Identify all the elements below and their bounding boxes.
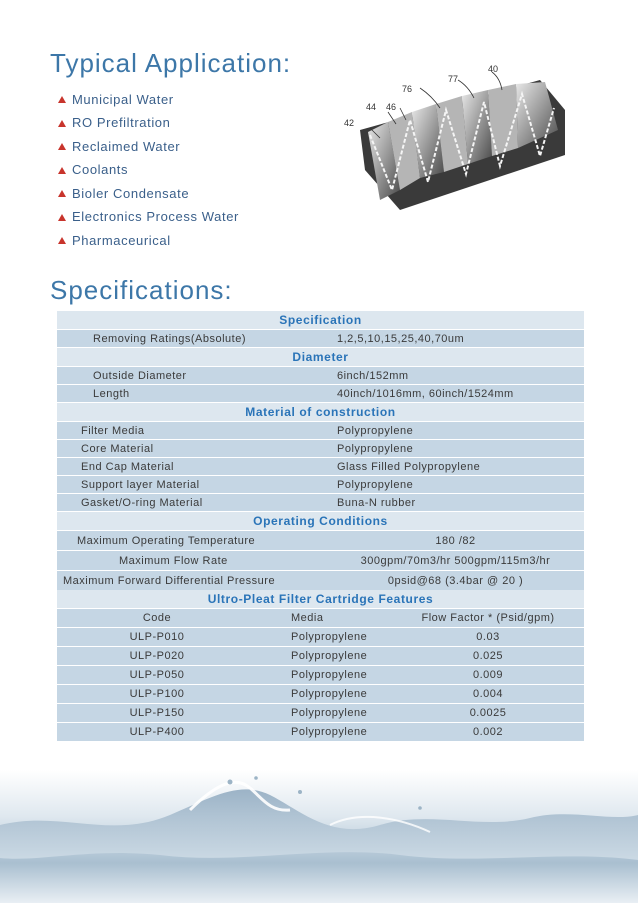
table-row: End Cap Material Glass Filled Polypropylene	[57, 458, 584, 476]
table-row: Support layer Material Polypropylene	[57, 476, 584, 494]
diagram-label: 44	[366, 102, 377, 112]
application-item: Reclaimed Water	[58, 135, 239, 159]
diagram-label: 42	[344, 118, 355, 128]
specifications-title: Specifications:	[50, 275, 233, 305]
red-triangle-bullet-icon	[58, 120, 66, 127]
table-row: Core Material Polypropylene	[57, 440, 584, 458]
table-row: ULP-P150 Polypropylene 0.0025	[57, 704, 584, 723]
table-row: Maximum Flow Rate 300gpm/70m3/hr 500gpm/115m3/hr	[57, 551, 584, 571]
table-row: ULP-P400 Polypropylene 0.002	[57, 723, 584, 742]
diagram-label: 46	[386, 102, 397, 112]
red-triangle-bullet-icon	[58, 143, 66, 150]
table-row: Filter Media Polypropylene	[57, 422, 584, 440]
table-row: Length 40inch/1016mm, 60inch/1524mm	[57, 385, 584, 403]
section-header-specification: Specification	[57, 311, 584, 330]
diagram-label: 40	[488, 64, 499, 74]
section-header-operating: Operating Conditions	[57, 512, 584, 531]
table-row: Maximum Operating Temperature 180 /82	[57, 531, 584, 551]
application-item: Electronics Process Water	[58, 206, 239, 230]
specifications-table	[57, 311, 584, 591]
section-header-material: Material of construction	[57, 403, 584, 422]
diagram-label: 77	[448, 74, 459, 84]
application-item: Bioler Condensate	[58, 182, 239, 206]
table-row: Removing Ratings(Absolute) 1,2,5,10,15,25,40,70um	[57, 330, 584, 348]
table-row: ULP-P010 Polypropylene 0.03	[57, 628, 584, 647]
table-row: Gasket/O-ring Material Buna-N rubber	[57, 494, 584, 512]
column-header: Code	[57, 609, 257, 628]
table-row: Outside Diameter 6inch/152mm	[57, 367, 584, 385]
table-row: ULP-P020 Polypropylene 0.025	[57, 647, 584, 666]
table-row: ULP-P050 Polypropylene 0.009	[57, 666, 584, 685]
application-item: Coolants	[58, 159, 239, 183]
red-triangle-bullet-icon	[58, 214, 66, 221]
features-table	[57, 590, 584, 742]
table-header-row	[57, 609, 584, 628]
application-item: RO Prefiltration	[58, 112, 239, 136]
typical-application-title: Typical Application:	[50, 48, 292, 78]
red-triangle-bullet-icon	[58, 96, 66, 103]
section-header-diameter: Diameter	[57, 348, 584, 367]
column-header: Flow Factor * (Psid/gpm)	[392, 609, 584, 628]
application-list	[58, 88, 239, 253]
red-triangle-bullet-icon	[58, 237, 66, 244]
diagram-label: 76	[402, 84, 413, 94]
water-splash-image	[0, 770, 638, 903]
application-item: Pharmaceurical	[58, 229, 239, 253]
table-row: Maximum Forward Differential Pressure 0psid@68 (3.4bar @ 20 )	[57, 571, 584, 591]
table-row: ULP-P100 Polypropylene 0.004	[57, 685, 584, 704]
section-header-features: Ultro-Pleat Filter Cartridge Features	[57, 590, 584, 609]
column-header: Media	[257, 609, 392, 628]
red-triangle-bullet-icon	[58, 167, 66, 174]
pleated-filter-diagram	[340, 60, 580, 220]
application-item: Municipal Water	[58, 88, 239, 112]
red-triangle-bullet-icon	[58, 190, 66, 197]
